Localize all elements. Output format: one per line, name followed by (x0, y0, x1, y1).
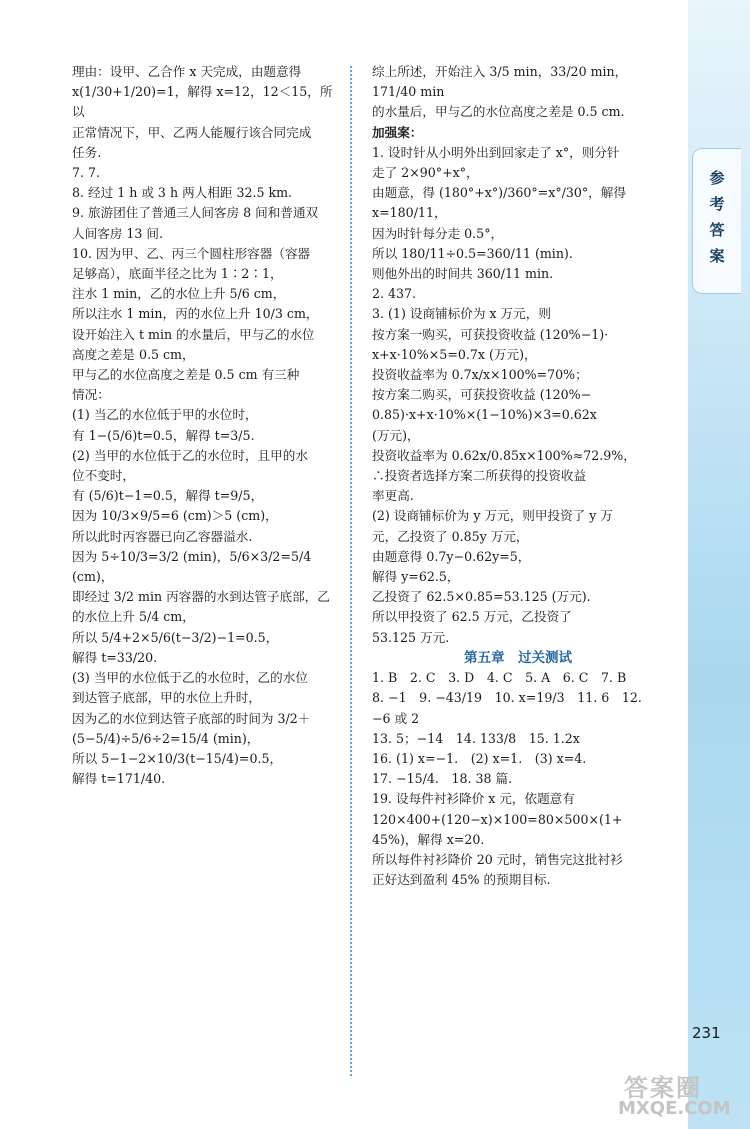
page-number: 231 (692, 1024, 721, 1042)
text-line: 则他外出的时间共 360/11 min. (372, 266, 554, 282)
text-line: 乙投资了 62.5×0.85=53.125 (万元). (372, 589, 591, 605)
right-column (372, 62, 664, 890)
tab-label: 参考答案 (709, 169, 725, 265)
text-line: 综上所述，开始注入 3/5 min，33/20 min，171/40 min (372, 64, 628, 100)
text-line: 理由：设甲、乙合作 x 天完成，由题意得 (72, 64, 302, 79)
text-line: 所以此时丙容器已向乙容器溢水. (72, 528, 253, 544)
text-line: 到达管子底部，甲的水位上升时， (72, 690, 261, 706)
text-line: 甲与乙的水位高度之差是 0.5 cm 有三种 (72, 367, 300, 383)
text-line: 53.125 万元. (372, 629, 450, 645)
text-line: 解得 t=171/40. (72, 771, 166, 787)
text-line: 45%)，解得 x=20. (372, 831, 485, 847)
text-line: 的水量后，甲与乙的水位高度之差是 0.5 cm. (372, 104, 625, 120)
text-line: (万元)， (372, 427, 420, 443)
text-line: 注水 1 min，乙的水位上升 5/6 cm， (72, 286, 286, 302)
text-line: 因为乙的水位到达管子底部的时间为 3/2＋ (72, 710, 311, 726)
left-column (72, 62, 344, 789)
text-line: 因为 5÷10/3=3/2 (min)，5/6×3/2=5/4 (cm)， (72, 548, 312, 585)
text-line: 位不变时， (72, 468, 135, 484)
text-line: ∴投资者选择方案二所获得的投资收益 (372, 468, 587, 484)
text-line: 8. 经过 1 h 或 3 h 两人相距 32.5 km. (72, 185, 293, 201)
text-line: 足够高），底面半径之比为 1∶2∶1， (72, 266, 283, 282)
text-line: 7. 7. (72, 165, 101, 181)
text-line: 投资收益率为 0.62x/0.85x×100%≈72.9%， (372, 447, 636, 463)
text-line: 解得 t=33/20. (72, 649, 158, 665)
text-line: 2. 437. (372, 286, 417, 302)
text-line: 8. −1 9. −43/19 10. x=19/3 11. 6 12. −6 或 2 (372, 690, 642, 726)
text-line: 所以甲投资了 62.5 万元，乙投资了 (372, 609, 572, 625)
text-line: 正好达到盈利 45% 的预期目标. (372, 872, 551, 888)
text-line: 有 (5/6)t−1=0.5，解得 t=9/5， (72, 488, 264, 504)
text-line: 120×400+(120−x)×100=80×500×(1+ (372, 811, 623, 827)
text-line: (1) 当乙的水位低于甲的水位时， (72, 407, 258, 423)
text-line: 所以 180/11÷0.5=360/11 (min). (372, 245, 573, 261)
text-line: 所以 5−1−2×10/3(t−15/4)=0.5， (72, 750, 283, 766)
watermark-url: MXQE.COM (618, 1098, 731, 1119)
text-line: 1. 设时针从小明外出到回家走了 x°，则分针 (372, 144, 620, 160)
text-line: 即经过 3/2 min 丙容器的水到达管子底部，乙 (72, 589, 330, 605)
reference-answer-tab (692, 148, 741, 294)
text-line: 解得 y=62.5， (372, 569, 460, 585)
text-line: 19. 设每件衬衫降价 x 元，依题意有 (372, 791, 575, 807)
text-line: 投资收益率为 0.7x/x×100%=70%； (372, 367, 588, 383)
text-line: 0.85)·x+x·10%×(1−10%)×3=0.62x (372, 407, 597, 423)
text-line: x(1/30+1/20)=1，解得 x=12，12＜15，所以 (72, 84, 333, 120)
text-line: 17. −15/4. 18. 38 篇. (372, 771, 513, 787)
text-line: 9. 旅游团住了普通三人间客房 8 间和普通双 (72, 205, 319, 221)
watermark-cn: 答案圈 (624, 1074, 702, 1102)
chapter-heading: 第五章 过关测试 (464, 649, 572, 666)
text-line: (2) 当甲的水位低于乙的水位时，且甲的水 (72, 447, 308, 463)
watermark-logo (614, 1068, 742, 1124)
text-line: 的水位上升 5/4 cm， (72, 609, 195, 625)
text-line: 任务. (72, 144, 102, 160)
text-line: 设开始注入 t min 的水量后，甲与乙的水位 (72, 326, 315, 342)
text-line: 因为时针每分走 0.5°， (372, 225, 504, 241)
text-line: 所以注水 1 min，丙的水位上升 10/3 cm， (72, 306, 319, 322)
text-line: 由题意得 0.7y−0.62y=5， (372, 548, 531, 564)
text-line: (3) 当甲的水位低于乙的水位时，乙的水位 (72, 670, 308, 686)
section-label: 加强案： (372, 124, 423, 140)
text-line: 3. (1) 设商铺标价为 x 万元，则 (372, 306, 551, 322)
text-line: 因为 10/3×9/5=6 (cm)＞5 (cm)， (72, 508, 278, 524)
text-line: 正常情况下，甲、乙两人能履行该合同完成 (72, 124, 312, 140)
text-line: 由题意，得 (180°+x°)/360°=x°/30°，解得 x=180/11， (372, 185, 626, 221)
text-line: 情况： (72, 387, 110, 403)
text-line: 所以每件衬衫降价 20 元时，销售完这批衬衫 (372, 851, 623, 867)
text-line: 13. 5；−14 14. 133/8 15. 1.2x (372, 730, 580, 746)
text-line: 走了 2×90°+x°， (372, 165, 479, 181)
text-line: 高度之差是 0.5 cm， (72, 346, 195, 362)
column-divider (350, 66, 352, 1076)
text-line: (5−5/4)÷5/6÷2=15/4 (min)， (72, 730, 260, 746)
text-line: 按方案二购买，可获投资收益 (120%− (372, 387, 592, 403)
text-line: 按方案一购买，可获投资收益 (120%−1)· (372, 326, 609, 342)
text-line: x+x·10%×5=0.7x (万元)， (372, 346, 537, 362)
text-line: 16. (1) x=−1. (2) x=1. (3) x=4. (372, 750, 587, 766)
text-line: 人间客房 13 间. (72, 225, 164, 241)
text-line: 1. B 2. C 3. D 4. C 5. A 6. C 7. B (372, 670, 627, 686)
text-line: 有 1−(5/6)t=0.5，解得 t=3/5. (72, 427, 255, 443)
text-line: (2) 设商铺标价为 y 万元，则甲投资了 y 万 (372, 508, 613, 524)
text-line: 10. 因为甲、乙、丙三个圆柱形容器（容器 (72, 245, 311, 261)
text-line: 元，乙投资了 0.85y 万元， (372, 528, 529, 544)
text-line: 所以 5/4+2×5/6(t−3/2)−1=0.5， (72, 629, 279, 645)
text-line: 率更高. (372, 488, 414, 504)
